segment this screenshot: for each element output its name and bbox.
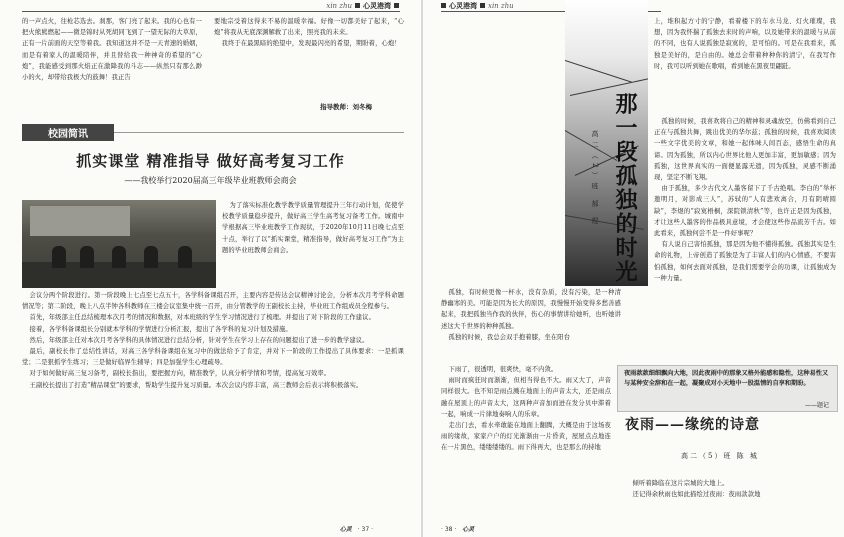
poem-title: 夜雨——缘统的诗意 xyxy=(625,417,760,433)
article-body xyxy=(22,290,404,526)
intro-column-1 xyxy=(22,16,202,111)
intro-column-2 xyxy=(214,16,404,96)
header-square-icon xyxy=(441,3,446,8)
page-number: 心灵 · 37 · xyxy=(339,526,373,533)
article-paragraph: 对于如何做好高三复习备考，副校长指出，要把握方向，精准教学，认真分析学情和考情，提高复习效率。 xyxy=(29,370,331,378)
article-lead xyxy=(222,200,404,289)
essay-paragraph: 孤独，有时候更像一杯水，没有杂质，没有污染，是一种清静幽寒的美。可能是因为长大的原因，我慢慢开始变得多愁善感起来，我把孤独当作我的伙伴，伤心的事情讲给她听，也听她讲述这大千世界的种种孤独。 xyxy=(441,289,621,330)
meeting-photo xyxy=(22,200,216,288)
header-title: 心灵港湾 xyxy=(449,1,477,10)
poem-paragraph: 还记得余秋雨也如此描绘过夜雨：夜雨款款地 xyxy=(632,491,761,499)
footer-brand: 心灵 xyxy=(462,526,475,533)
header-square-icon xyxy=(480,3,485,8)
header-square-icon xyxy=(355,3,360,8)
right-page-header xyxy=(441,0,514,11)
left-page-header xyxy=(326,0,399,11)
header-title: 心灵港湾 xyxy=(363,1,391,10)
intro-paragraph: 我终于在最黑暗的绝望中，发现最闪亮的希望，期盼着，心炮！ xyxy=(221,40,401,48)
header-romanization: xin zhu xyxy=(326,1,352,10)
right-top-left-text xyxy=(443,16,557,46)
epigraph-box xyxy=(617,365,838,412)
attendee xyxy=(144,246,158,268)
header-square-icon xyxy=(394,3,399,8)
article-paragraph: 会议分两个阶段进行。第一阶段晚上七点至七点五十，各学科备课组召开，主要内容是传达会议精神讨论会，分析本次月考学科命题情况等；第二阶段，晚上八点半钟各科教师在三楼会议室集中统一召开，由分管教学的王副校长主持，毕业班工作组成员全程参与。 xyxy=(22,292,404,311)
essay-title: 那一段孤独的时光 xyxy=(612,92,637,284)
attendee xyxy=(52,246,66,268)
attendee xyxy=(178,246,192,268)
article-paragraph: 然后，年级部主任对本次月考各学科的具体情况进行总结分析，针对学生在学习上存在的问题提出了进一步的教学建议。 xyxy=(29,336,369,344)
header-rule xyxy=(22,11,400,12)
article-title: 抓实课堂 精准指导 做好高考复习工作 xyxy=(76,152,345,170)
article-paragraph: 最后，副校长作了总结性讲话，对高三各学科备课组在复习中的做法给予了肯定，并对下一阶段的工作提出了具体要求：一是抓课堂；二是狠抓学生练习；三是做好临界生辅导；四是加强学生心理疏导。 xyxy=(22,348,404,367)
essay-right-column xyxy=(654,116,836,356)
essay-mid-text xyxy=(441,287,621,359)
footer-brand: 心灵 xyxy=(339,526,352,533)
header-romanization: xin zhu xyxy=(488,1,514,10)
supervisor-credit: 指导教师：刘冬梅 xyxy=(320,103,372,111)
article-lead-text: 为了落实标准化教学教学质量管理提升三年行动计划，促使学校教学质量稳步提升，做好高三学生高考复习备考工作。城南中学根据高三毕业班教学工作现状，于2020年10月11日晚七点至十点，举行了以“抓实课堂，精准指导，做好高考复习工作”为主题的毕业班教师会商会。 xyxy=(222,202,404,254)
essay-paragraph: 上，堆积起方寸的宁静，看着楼下的车水马龙、灯火璀璨，我想，因为我怀揣了孤独去来时的声响，以及她带来的温暖与从前的不同，也有人说孤独是寂寞的，是可怕的。可是在我看来，孤独是美好的，是自由的。她总会带着种种你的清宁，在我写作时，我可以听到她在歌唱，看到她在黑夜里翩跹。 xyxy=(654,18,836,70)
intro-paragraph: 要地宗受着这得来不易的温暖幸福。好像一切都美好了起来，“心炮”将我从无底深渊解救了出来，照亮我的未来。 xyxy=(214,18,404,37)
poem-prose-right xyxy=(625,478,836,526)
epigraph-source: ——题记 xyxy=(804,402,829,409)
poem-paragraph: 走出门去，看水牵敢能在地面上翻腾，大概是由于这场夜雨的缘故，家家户户的灯光渐渐由一片昏黄，屋屋点点地连在一片黑色，缕缕缕缕的。雨下得再大，也是那么的持地 xyxy=(441,422,611,452)
left-page xyxy=(0,0,421,537)
projection-screen xyxy=(30,206,130,236)
poem-paragraph: 倾听着降临在这片宗城的大地上。 xyxy=(632,480,729,487)
essay-paragraph: 孤独的时候，我喜欢将自己的精神和灵魂放空，仿佛看到自己正在与孤独共舞，跳出优美的华尔兹；孤独的时候，我喜欢阅读一些文字优美的文章，和她一起体味人间百态，感悟生命的真谛。因为孤独，所以内心世界比他人更加丰富，更加敏感；因为孤独，这世界真实的一面便显露无遗，因为孤独，灵感不断涌现，坚定不断飞翔。 xyxy=(654,118,836,182)
essay-top-text xyxy=(654,16,836,96)
article-subtitle: ——我校举行2020届高三年级毕业班教师会商会 xyxy=(124,176,297,185)
article-paragraph: 接着，各学科备课组长分别就本学科的学情进行分析汇报，提出了各学科的复习计划及措施。 xyxy=(29,325,292,333)
article-paragraph: 首先，年级部主任总结梳理本次月考的情况和数据，对本班级的学生学习情况进行了梳理。并提出了对下阶段的工作建议。 xyxy=(29,314,375,322)
section-label: 校园简讯 xyxy=(22,124,114,141)
poem-paragraph: 雨时而疯狂时而渐渐，但相当得也不大。雨又大了，声音同样很大。也不知是雨点溅在地面上的声音太大，还是雨点融在屋顶上的声音太大，这两种声音加而迸在发分贝中滞着一起，响成一片律地奏响人的乐章。 xyxy=(441,377,611,418)
epigraph-text: 夜雨款款细细飘向大地，因此夜雨中的那象又格外能感和隐性，这种易性又与某种安全辞和在一起，凝聚成对小天地中一股温情的自享和期盼。 xyxy=(624,370,829,387)
essay-paragraph: 由于孤独，多少古代文人墨客留下了千古绝唱。李白的“举杯邀明月，对影成三人”，苏轼的“人有悲欢离合，月有阴晴圆缺”，李煜的“寂寞梧桐，深院锁清秋”等，也许正是因为孤独，才让这些人墨客的作品极具意境，才会使这些作品流芳千古。如此看来，孤独何尝不是一件好事呢？ xyxy=(654,185,836,238)
attendee xyxy=(80,246,94,268)
poem-author: 高二（5）班 陈 城 xyxy=(681,452,759,460)
attendee xyxy=(112,246,126,268)
poem-paragraph: 下雨了，很透明，很爽快，毫不内敛。 xyxy=(448,366,558,373)
poem-prose-left xyxy=(441,364,611,530)
essay-author: 高二（2）班 郝 煜 xyxy=(591,130,599,228)
essay-paragraph: 孤独的时候，我总会双手抱着膝，坐在阳台 xyxy=(448,333,571,341)
essay-paragraph: 有人说自己害怕孤独，那是因为他不懂得孤独。孤独其实是生命的礼物，上帝创造了孤独是为了丰富人们的内心情感，不要害怕孤独，如何去面对孤独，是我们需要学会的功课，让孤独成为一种力量。 xyxy=(654,241,836,282)
article-paragraph: 王副校长提出了打造“精品课堂”的要求，帮助学生提升复习质量。本次会议内容丰富，高三教师会后表示将积极落实。 xyxy=(29,381,363,389)
page-number: · 38 · 心灵 xyxy=(441,526,475,533)
intro-paragraph: 的一声点火，往枪芯选去。刹那，客门亮了起来。我的心也有一把火熊熊燃起——微是锦时从死胡同飞到了一望无际的大草原，正有一片前面的天空等着我。我知道这并不是一天青速的婚姻，而是有着家人的温暖陪伴，并且替给我一种神奇的希望的“心炮”，我能感受到那火焰正在激降我的斗志——纵然只有那么渺小的火，却带给我极大的鼓舞！我正告 xyxy=(22,18,202,82)
section-rule xyxy=(114,132,404,133)
tree-branch xyxy=(565,60,632,83)
